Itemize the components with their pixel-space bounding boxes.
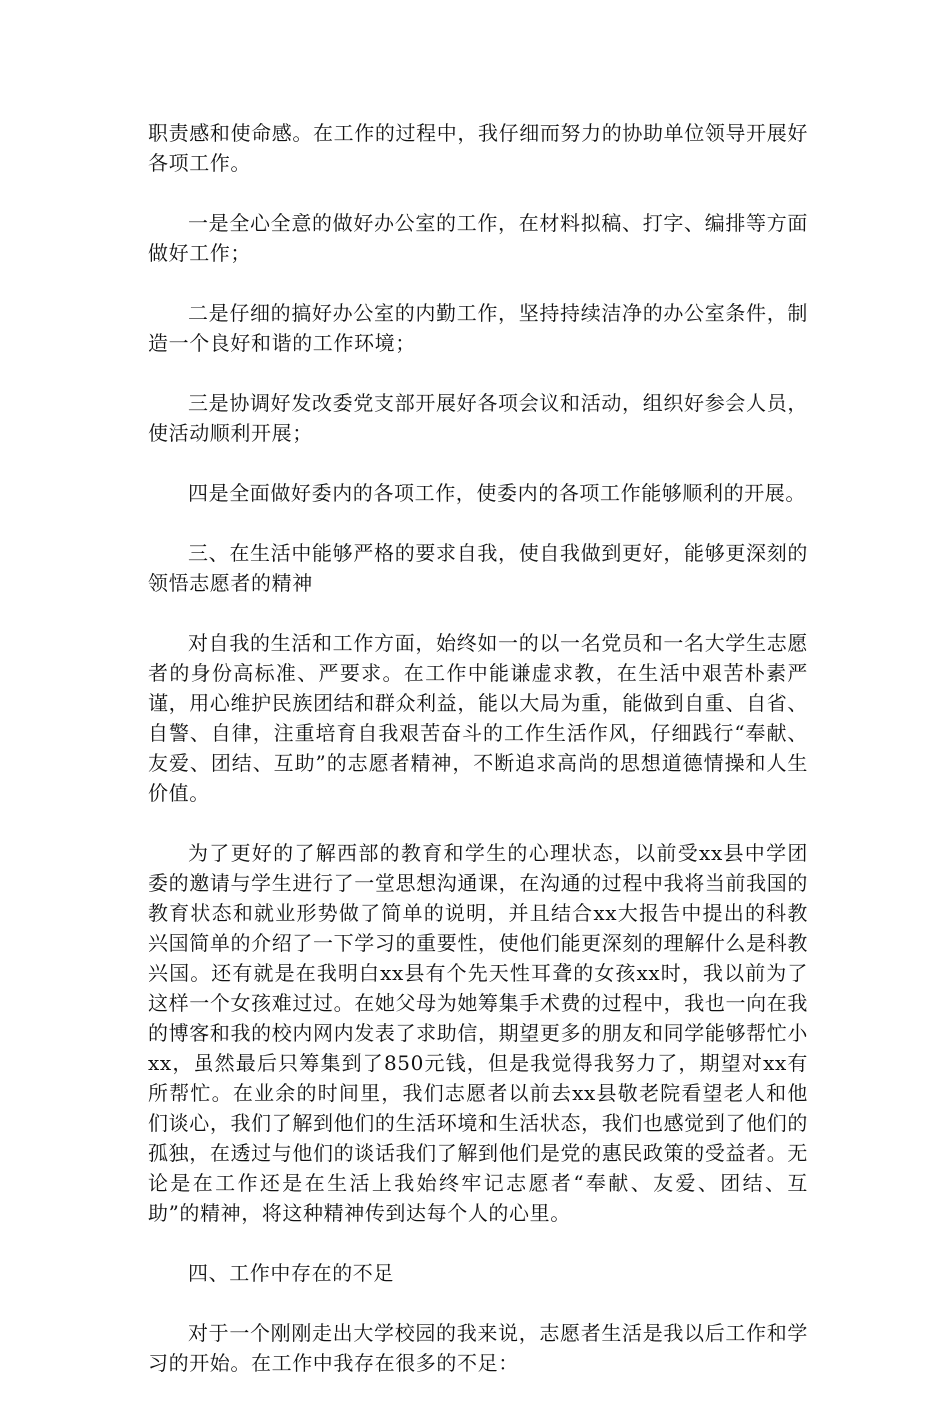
paragraph-item-4: 四是全面做好委内的各项工作，使委内的各项工作能够顺利的开展。 bbox=[188, 481, 806, 505]
section-heading-3: 三、在生活中能够严格的要求自我，使自我做到更好，能够更深刻的领悟志愿者的精神 bbox=[148, 541, 808, 595]
document-page bbox=[148, 118, 808, 1408]
section-heading-4: 四、工作中存在的不足 bbox=[188, 1261, 394, 1285]
paragraph-item-3: 三是协调好发改委党支部开展好各项会议和活动，组织好参会人员，使活动顺利开展； bbox=[148, 391, 808, 445]
paragraph-item-2: 二是仔细的搞好办公室的内勤工作，坚持持续洁净的办公室条件，制造一个良好和谐的工作环境； bbox=[148, 301, 808, 355]
paragraph-shortcomings: 对于一个刚刚走出大学校园的我来说，志愿者生活是我以后工作和学习的开始。在工作中我存在很多的不足： bbox=[148, 1321, 808, 1375]
paragraph-item-1: 一是全心全意的做好办公室的工作，在材料拟稿、打字、编排等方面做好工作； bbox=[148, 211, 808, 265]
paragraph-self-requirement: 对自我的生活和工作方面，始终如一的以一名党员和一名大学生志愿者的身份高标准、严要求。在工作中能谦虚求教，在生活中艰苦朴素严谨，用心维护民族团结和群众利益，能以大局为重，能做到自重、自省、自警、自律，注重培育自我艰苦奋斗的工作生活作风，仔细践行“奉献、友爱、团结、互助”的志愿者精神，不断追求高尚的思想道德情操和人生价值。 bbox=[148, 631, 808, 805]
paragraph-volunteer-activities: 为了更好的了解西部的教育和学生的心理状态，以前受xx县中学团委的邀请与学生进行了一堂思想沟通课，在沟通的过程中我将当前我国的教育状态和就业形势做了简单的说明，并且结合xx大报告中提出的科教兴国简单的介绍了一下学习的重要性，使他们能更深刻的理解什么是科教兴国。还有就是在我明白xx县有个先天性耳聋的女孩xx时，我以前为了这样一个女孩难过过。在她父母为她筹集手术费的过程中，我也一向在我的博客和我的校内网内发表了求助信，期望更多的朋友和同学能够帮忙小xx，虽然最后只筹集到了850元钱，但是我觉得我努力了，期望对xx有所帮忙。在业余的时间里，我们志愿者以前去xx县敬老院看望老人和他们谈心，我们了解到他们的生活环境和生活状态，我们也感觉到了他们的孤独，在透过与他们的谈话我们了解到他们是党的惠民政策的受益者。无论是在工作还是在生活上我始终牢记志愿者“奉献、友爱、团结、互助”的精神，将这种精神传到达每个人的心里。 bbox=[148, 841, 808, 1225]
paragraph-continuation: 职责感和使命感。在工作的过程中，我仔细而努力的协助单位领导开展好各项工作。 bbox=[148, 121, 808, 175]
